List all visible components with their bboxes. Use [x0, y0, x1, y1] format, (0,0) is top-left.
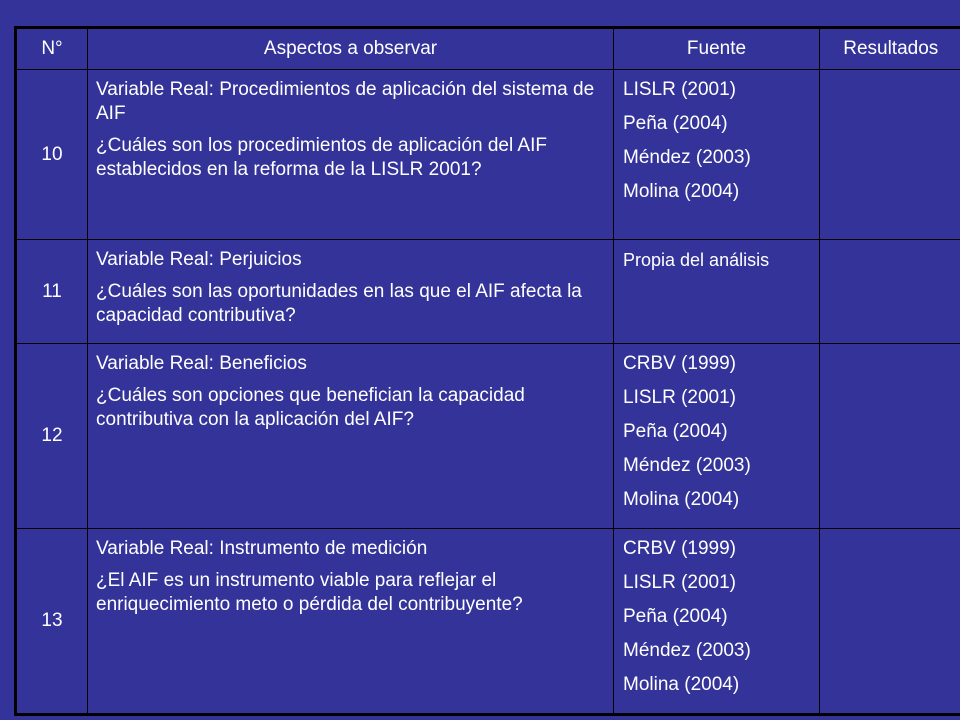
source-cell	[614, 70, 820, 240]
source-item: Peña (2004)	[623, 421, 728, 442]
variable-text: Variable Real: Beneficios	[96, 353, 307, 374]
source-item: Peña (2004)	[623, 606, 728, 627]
observation-table	[14, 26, 960, 716]
question-text: ¿Cuáles son los procedimientos de aplicación del AIF establecidos en la reforma de la LISLR 2001?	[96, 135, 547, 180]
header-num: N°	[16, 28, 88, 70]
source-item: LISLR (2001)	[623, 79, 737, 100]
source-item: Molina (2004)	[623, 489, 740, 510]
source-item: Méndez (2003)	[623, 640, 751, 661]
source-item: Propia del análisis	[623, 250, 770, 270]
row-number: 11	[16, 240, 88, 344]
variable-text: Variable Real: Procedimientos de aplicación del sistema de AIF	[96, 79, 595, 124]
row-number: 12	[16, 344, 88, 529]
aspect-cell	[88, 240, 614, 344]
variable-text: Variable Real: Instrumento de medición	[96, 538, 428, 559]
result-cell	[820, 240, 960, 344]
header-results: Resultados	[820, 28, 960, 70]
result-cell	[820, 529, 960, 715]
source-item: Molina (2004)	[623, 674, 740, 695]
row-number: 10	[16, 70, 88, 240]
source-cell	[614, 240, 820, 344]
table-row	[16, 529, 960, 715]
source-item: Molina (2004)	[623, 181, 740, 202]
question-text: ¿Cuáles son las oportunidades en las que el AIF afecta la capacidad contributiva?	[96, 281, 582, 326]
question-text: ¿El AIF es un instrumento viable para reflejar el enriquecimiento meto o pérdida del contribuyente?	[96, 570, 523, 615]
source-cell	[614, 344, 820, 529]
table-row	[16, 240, 960, 344]
header-row	[16, 28, 960, 70]
header-aspects: Aspectos a observar	[88, 28, 614, 70]
source-item: CRBV (1999)	[623, 538, 736, 559]
source-item: Méndez (2003)	[623, 455, 751, 476]
source-item: LISLR (2001)	[623, 572, 737, 593]
variable-text: Variable Real: Perjuicios	[96, 249, 302, 270]
source-item: CRBV (1999)	[623, 353, 736, 374]
aspect-cell	[88, 70, 614, 240]
result-cell	[820, 344, 960, 529]
source-item: Peña (2004)	[623, 113, 728, 134]
source-cell	[614, 529, 820, 715]
table-row	[16, 70, 960, 240]
header-source: Fuente	[614, 28, 820, 70]
source-item: LISLR (2001)	[623, 387, 737, 408]
source-item: Méndez (2003)	[623, 147, 751, 168]
aspect-cell	[88, 529, 614, 715]
question-text: ¿Cuáles son opciones que benefician la capacidad contributiva con la aplicación del AIF?	[96, 385, 525, 430]
result-cell	[820, 70, 960, 240]
aspect-cell	[88, 344, 614, 529]
row-number: 13	[16, 529, 88, 715]
table-row	[16, 344, 960, 529]
